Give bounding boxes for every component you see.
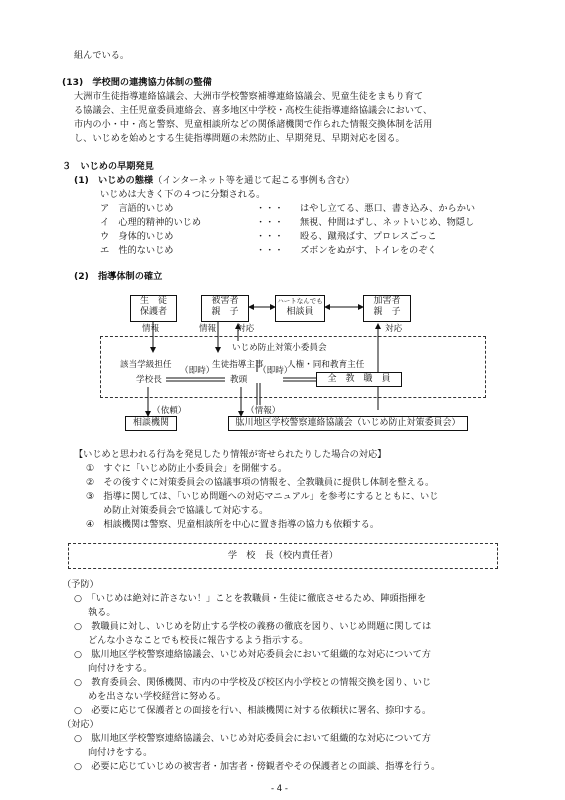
response-item-3-cont: め防止対策委員会で協議して対応する。 [103,505,269,516]
response-item-2: ② その後すぐに対策委員会の協議事項の情報を、全教職員に提供し体制を整える。 [86,477,435,488]
info-label-1: 情報 [142,324,160,334]
perpetrator-label: 加害者 [373,296,401,306]
prevention-item-5: ○ 必要に応じて保護者との面接を行い、相談機関に対する依頼状に署名、捺印する。 [74,705,432,716]
role-guidance-head: 生徒指導主事 [212,360,264,370]
type-b-label: イ 心理的精神的いじめ [100,217,202,228]
response-item-1: ① すぐに「いじめ防止小委員会」を開催する。 [86,463,288,474]
prevention-item-2-cont: どんな小さなことでも校長に報告するよう指示する。 [88,635,309,646]
section-13-line-3: 市内の小・中・高と警察、児童相談所などの関係諸機関で作られた情報交換体制を活用 [74,119,433,130]
subsection-1-title: (1) いじめの態様 [74,175,154,186]
role-human-rights: 人権・同和教育主任 [287,360,365,370]
info-label-2: 情報 [199,324,217,334]
handling-item-1: ○ 肱川地区学校警察連絡協議会、いじめ対応委員会において組織的な対応について方 [74,733,431,744]
student-label: 生 徒 [139,296,167,306]
head-teacher-node: 教頭 [230,375,248,385]
type-d-dots: ・・・ [256,245,284,256]
request-label: （依頼） [152,406,187,416]
principal-box [68,543,498,569]
prevention-heading: （予防） [62,579,99,590]
response-item-3: ③ 指導に関しては、「いじめ問題への対応マニュアル」を参考にするとともに、いじ [86,491,439,502]
committee-title: いじめ防止対策小委員会 [232,343,327,353]
heart-label: ハートなんでも [277,297,323,305]
section-13-heading: (13) 学校間の連携協力体制の整備 [62,77,212,88]
type-b-dots: ・・・ [256,217,284,228]
section-13-line-1: 大洲市生徒指導連絡協議会、大洲市学校警察補導連絡協議会、児童生徒をまもり育て [74,91,424,102]
victim-label: 被害者 [211,296,239,306]
victim-parent-label: 親 子 [211,307,239,317]
section-13-line-2: る協議会、主任児童委員連絡会、喜多地区中学校・高校生徒指導連絡協議会において、 [74,105,433,116]
immediate-right: （即時） [258,366,293,376]
type-a-label: ア 言語的いじめ [100,203,174,214]
handling-item-1-cont: 向付けをする。 [88,747,153,758]
response-item-4: ④ 相談機関は警察、児童相談所を中心に置き指導の協力も依頼する。 [86,519,380,530]
prevention-item-4-cont: めを出さない学校経営に努める。 [88,691,226,702]
prevention-item-1-cont: 執る。 [88,607,116,618]
continuation-line: 組んでいる。 [74,50,130,61]
immediate-left: （即時） [180,366,215,376]
section-3-heading: ３ いじめの早期発見 [62,161,154,172]
type-c-dots: ・・・ [256,231,284,242]
page-number: - 4 - [271,784,288,794]
response-label-2: 対応 [385,324,403,334]
type-b-desc: 無視、仲間はずし、ネットいじめ、物隠し [300,217,475,228]
prevention-item-3: ○ 肱川地区学校警察連絡協議会、いじめ対応委員会において組織的な対応について方 [74,649,431,660]
subsection-1-note: （インターネット等を通じて起こる事例も含む） [153,175,355,186]
council-box: 肱川地区学校警察連絡協議会（いじめ防止対策委員会） [228,416,468,431]
all-staff-box: 全 教 職 員 [316,372,402,387]
prevention-item-1: ○ 「いじめは絶対に許さない！」ことを教職員・生徒に徹底させるため、陣頭指揮を [74,593,427,604]
type-c-label: ウ 身体的いじめ [100,231,174,242]
perpetrator-parent-box [363,295,411,322]
related-agencies-box: 相談機関 [125,416,177,431]
type-d-label: エ 性的ないじめ [100,245,174,256]
section-13-line-4: し、いじめを始めとする生徒指導問題の未然防止、早期発見、早期対応を図る。 [74,133,405,144]
principal-node: 学校長 [136,375,162,385]
role-homeroom: 該当学級担任 [120,360,172,370]
victim-parent-box [201,295,249,322]
response-heading: 【いじめと思われる行為を発見したり情報が寄せられたりした場合の対応】 [74,449,387,460]
guardian-label: 保護者 [139,307,167,317]
type-d-desc: ズボンをぬがす、トイレをのぞく [300,245,437,256]
perpetrator-parent-label: 親 子 [373,307,401,317]
handling-item-2: ○ 必要に応じていじめの被害者・加害者・傍観者やその保護者との面談、指導を行う。 [74,761,441,772]
prevention-item-4: ○ 教育委員会、関係機関、市内の中学校及び校区内小学校との情報交換を図り、いじ [74,677,432,688]
student-guardian-box [130,295,177,322]
handling-heading: （対応） [62,719,99,730]
type-a-desc: はやし立てる、悪口、書き込み、からかい [300,203,476,214]
heart-counselor-box [275,295,325,322]
principal-box-label: 学 校 長（校内責任者） [227,550,339,561]
type-a-dots: ・・・ [256,203,284,214]
counselor-label: 相談員 [286,307,314,317]
info-paren-label: （情報） [246,406,281,416]
response-label-1: 対応 [237,324,255,334]
type-c-desc: 殴る、蹴飛ばす、プロレスごっこ [300,231,437,242]
prevention-item-2: ○ 教職員に対し、いじめを防止する学校の義務の徹底を図り、いじめ問題に関しては [74,621,432,632]
subsection-2-heading: (2) 指導体制の確立 [74,271,163,282]
prevention-item-3-cont: 向付けをする。 [88,663,153,674]
subsection-1-intro: いじめは大きく下の４つに分類される。 [100,189,266,200]
